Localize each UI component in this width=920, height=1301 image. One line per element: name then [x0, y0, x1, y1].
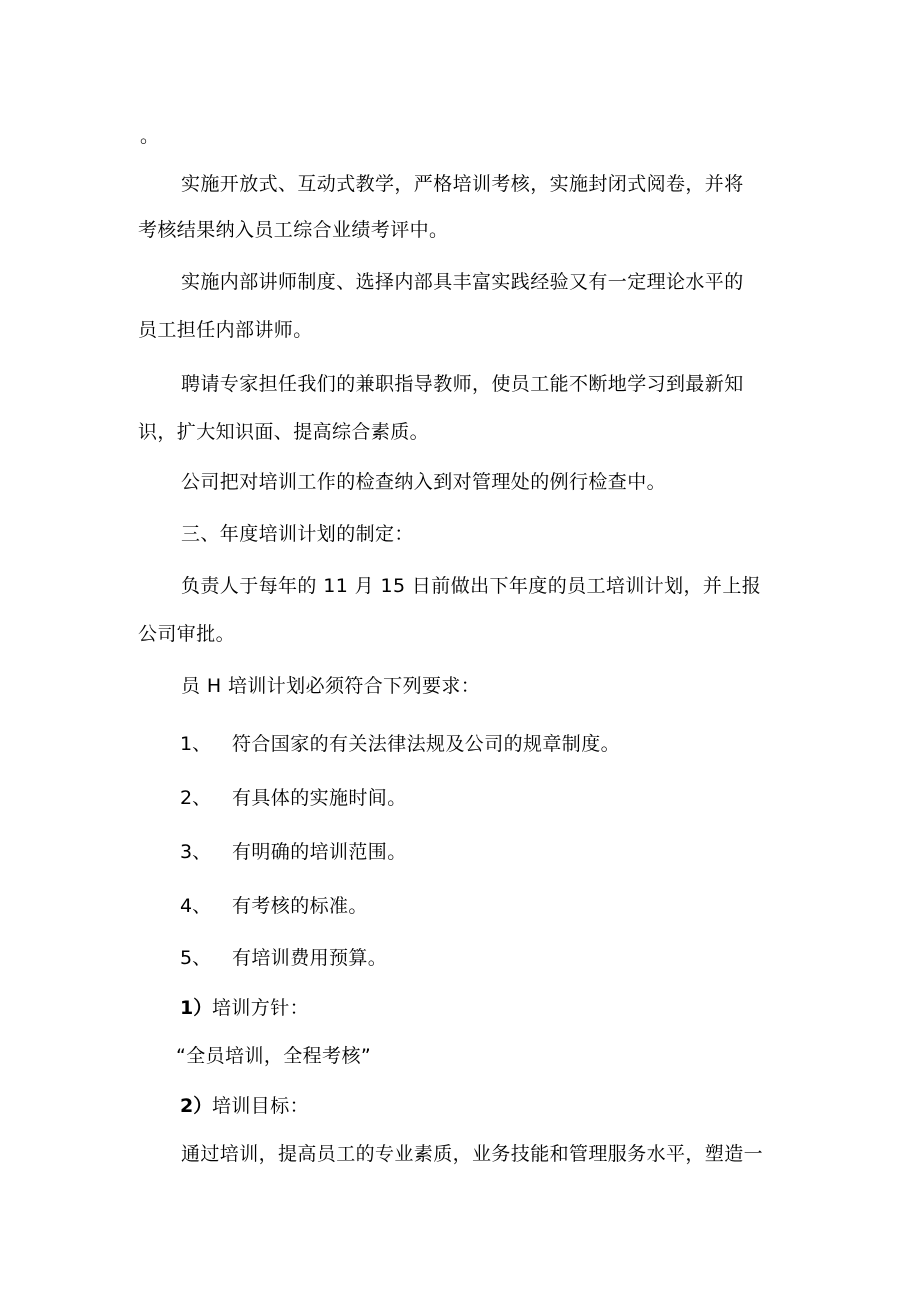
- list-item-number: 5、: [180, 947, 212, 969]
- paragraph-line: 负责人于每年的 11 月 15 日前做出下年度的员工培训计划，并上报: [181, 575, 762, 597]
- paragraph-line: 员 H 培训计划必须符合下列要求：: [181, 675, 481, 697]
- paragraph-line: 员工担任内部讲师。: [138, 319, 313, 341]
- leading-period: 。: [140, 125, 160, 147]
- paragraph-line: 聘请专家担任我们的兼职指导教师，使员工能不断地学习到最新知: [181, 373, 744, 395]
- goal-heading-text: 培训目标：: [212, 1095, 310, 1117]
- policy-text: “全员培训，全程考核”: [176, 1045, 372, 1067]
- list-item-text: 有明确的培训范围。: [232, 841, 407, 863]
- list-item-number: 1、: [180, 733, 212, 755]
- list-item-number: 3、: [180, 841, 212, 863]
- policy-heading-number: 1）: [180, 997, 213, 1019]
- paragraph-line: 实施内部讲师制度、选择内部具丰富实践经验又有一定理论水平的: [181, 271, 744, 293]
- list-item-text: 有具体的实施时间。: [232, 787, 407, 809]
- paragraph-line: 通过培训，提高员工的专业素质，业务技能和管理服务水平，塑造一: [181, 1143, 764, 1165]
- paragraph-line: 考核结果纳入员工综合业绩考评中。: [138, 219, 449, 241]
- list-item-text: 符合国家的有关法律法规及公司的规章制度。: [232, 733, 621, 755]
- paragraph-line: 实施开放式、互动式教学，严格培训考核，实施封闭式阅卷，并将: [181, 173, 744, 195]
- section-heading: 三、年度培训计划的制定：: [181, 523, 414, 545]
- paragraph-line: 识，扩大知识面、提高综合素质。: [138, 421, 430, 443]
- policy-heading-text: 培训方针：: [212, 997, 310, 1019]
- list-item-text: 有考核的标准。: [232, 895, 368, 917]
- list-item-number: 2、: [180, 787, 212, 809]
- list-item-text: 有培训费用预算。: [232, 947, 388, 969]
- list-item-number: 4、: [180, 895, 212, 917]
- paragraph-line: 公司把对培训工作的检查纳入到对管理处的例行检查中。: [181, 471, 667, 493]
- paragraph-line: 公司审批。: [138, 623, 236, 645]
- goal-heading-number: 2）: [180, 1095, 213, 1117]
